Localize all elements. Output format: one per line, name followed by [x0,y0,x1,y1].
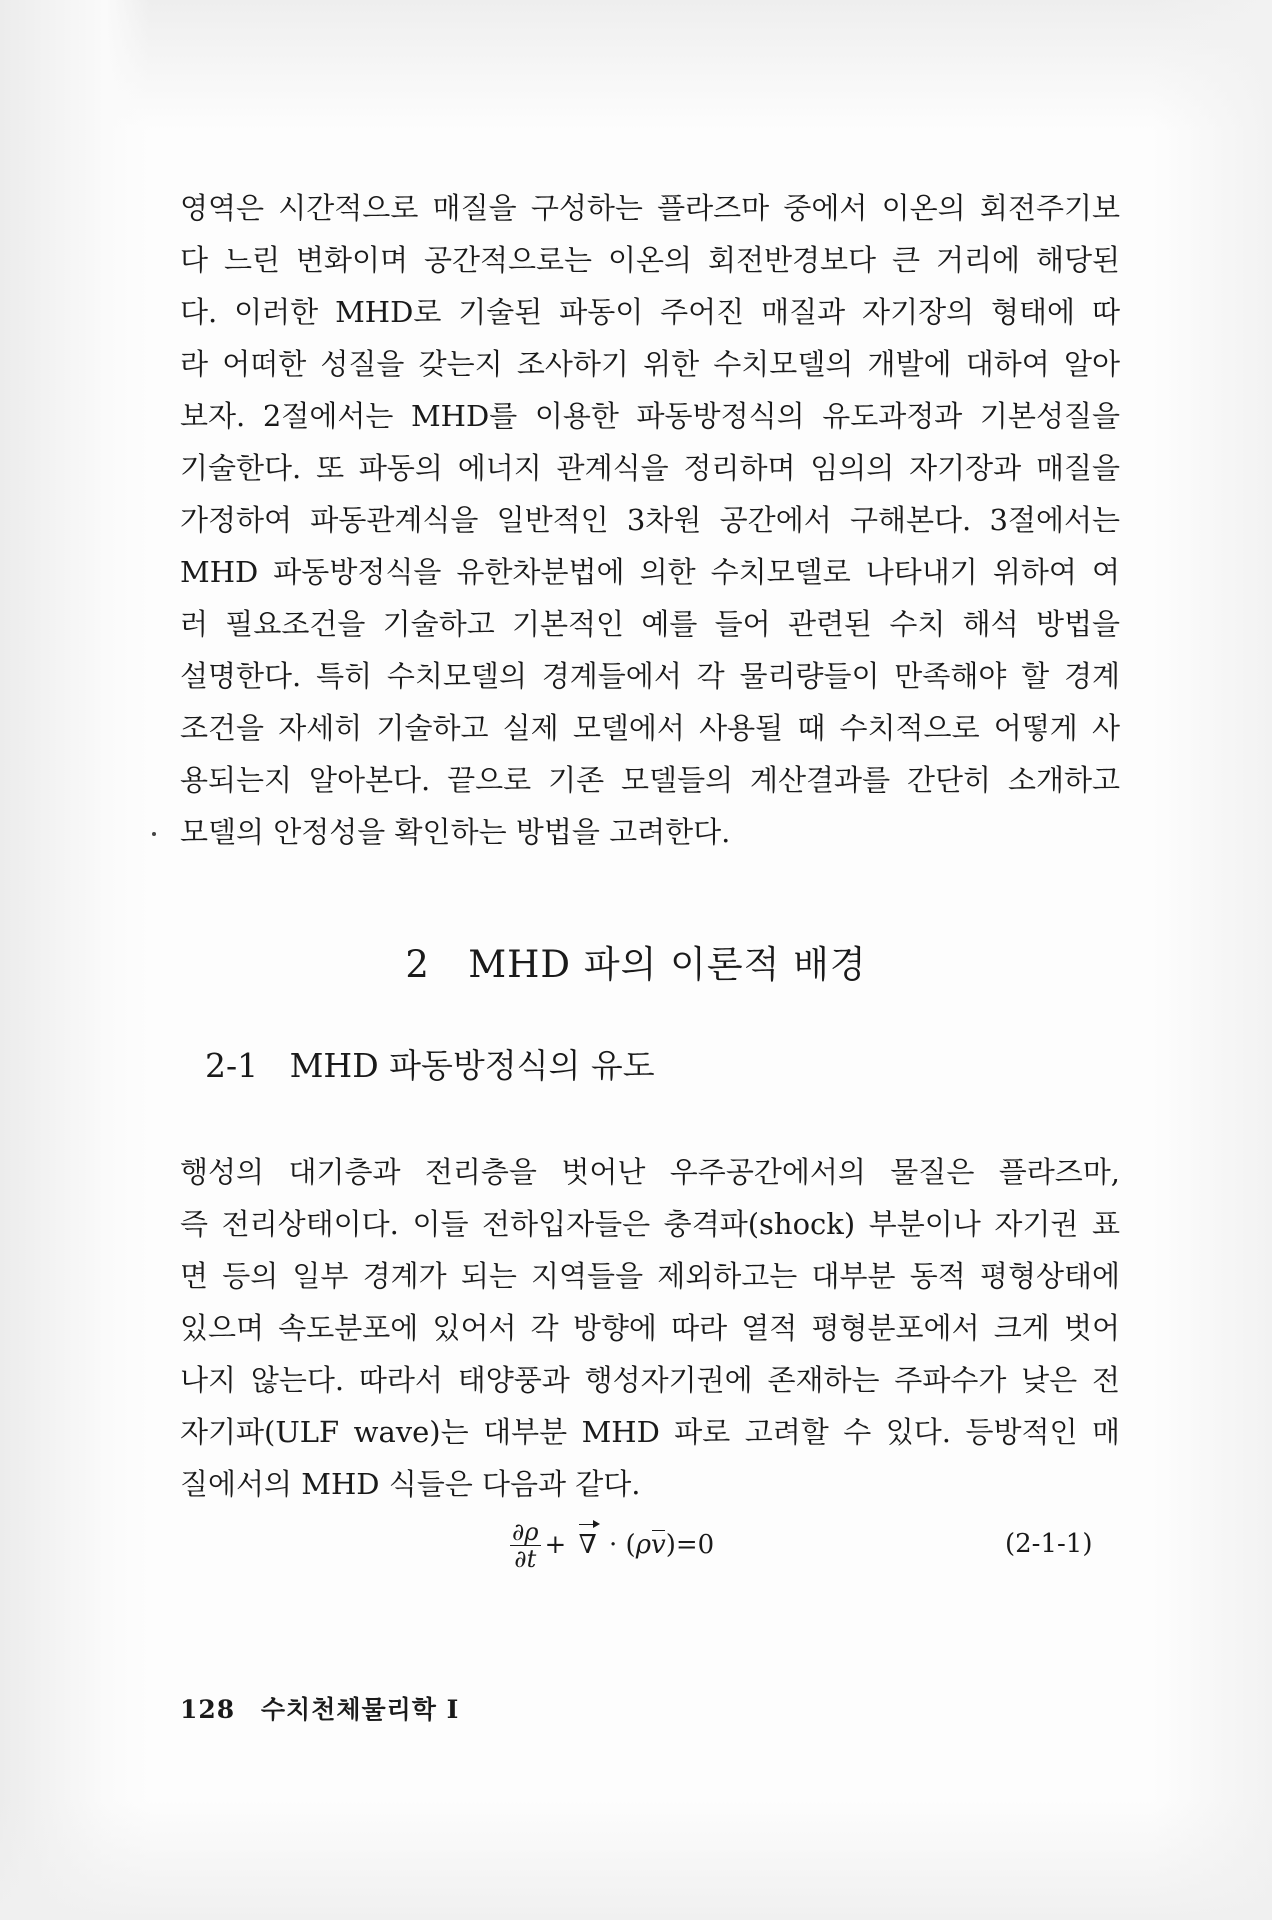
text-line: 행성의 대기층과 전리층을 벗어난 우주공간에서의 물질은 플라즈마, [180,1155,1120,1189]
subsection-number: 2-1 [205,1046,259,1085]
text-line: 기술한다. 또 파동의 에너지 관계식을 정리하며 임의의 자기장과 매질을 [180,451,1120,485]
intro-paragraph [180,182,1120,858]
text-line: 보자. 2절에서는 MHD를 이용한 파동방정식의 유도과정과 기본성질을 [180,399,1120,433]
partial-derivative-fraction [510,1519,541,1572]
velocity-vector: v [651,1530,666,1560]
text-line: 가정하여 파동관계식을 일반적인 3차원 공간에서 구해본다. 3절에서는 [180,503,1120,537]
subsection-title: MHD 파동방정식의 유도 [289,1046,655,1085]
book-title: 수치천체물리학 I [260,1695,460,1724]
scan-shadow-top [0,0,1272,130]
text-line: 러 필요조건을 기술하고 기본적인 예를 들어 관련된 수치 해석 방법을 [180,607,1120,641]
text-line: 용되는지 알아본다. 끝으로 기존 모델들의 계산결과를 간단히 소개하고 [180,763,1120,797]
dot-operator: · [609,1530,618,1560]
text-line: 다 느린 변화이며 공간적으로는 이온의 회전반경보다 큰 거리에 해당된 [180,243,1120,277]
equation-terms [545,1530,715,1560]
subsection-heading [205,1043,655,1089]
rho-symbol: ρ [635,1530,651,1560]
text-line: MHD 파동방정식을 유한차분법에 의한 수치모델로 나타내기 위하여 여 [180,555,1120,589]
text-line: 자기파(ULF wave)는 대부분 MHD 파로 고려할 수 있다. 등방적인 매 [180,1415,1120,1449]
section-heading [0,940,1272,990]
fraction-numerator: ∂ρ [512,1517,539,1546]
text-line: 질에서의 MHD 식들은 다음과 같다. [180,1467,641,1501]
scan-shadow-bottom [0,1800,1272,1920]
text-line: 조건을 자세히 기술하고 실제 모델에서 사용될 때 수치적으로 어떻게 사 [180,711,1120,745]
text-line: 다. 이러한 MHD로 기술된 파동이 주어진 매질과 자기장의 형태에 따 [180,295,1120,329]
scan-speck [152,832,156,836]
equation-number: (2-1-1) [1005,1529,1093,1559]
fraction-denominator: ∂t [514,1544,537,1573]
section-number: 2 [405,943,430,986]
text-line: 즉 전리상태이다. 이들 전하입자들은 충격파(shock) 부분이나 자기권 표 [180,1207,1120,1241]
nabla-vector-operator: ∇ [578,1530,597,1560]
text-line: 라 어떠한 성질을 갖는지 조사하기 위한 수치모델의 개발에 대하여 알아 [180,347,1120,381]
text-line: 모델의 안정성을 확인하는 방법을 고려한다. [180,815,731,849]
text-line: 나지 않는다. 따라서 태양풍과 행성자기권에 존재하는 주파수가 낮은 전 [180,1363,1120,1397]
section-title: MHD 파의 이론적 배경 [468,943,867,986]
page-footer [180,1692,459,1728]
plus-sign: + [544,1530,567,1560]
continuity-equation [510,1515,714,1575]
open-paren: ( [625,1530,636,1560]
close-paren: ) [665,1530,676,1560]
equals-zero: =0 [675,1530,715,1560]
text-line: 있으며 속도분포에 있어서 각 방향에 따라 열적 평형분포에서 크게 벗어 [180,1311,1120,1345]
page-number: 128 [180,1695,236,1724]
text-line: 설명한다. 특히 수치모델의 경계들에서 각 물리량들이 만족해야 할 경계 [180,659,1120,693]
text-line: 면 등의 일부 경계가 되는 지역들을 제외하고는 대부분 동적 평형상태에 [180,1259,1120,1293]
text-line: 영역은 시간적으로 매질을 구성하는 플라즈마 중에서 이온의 회전주기보 [180,191,1120,225]
body-paragraph [180,1146,1120,1510]
